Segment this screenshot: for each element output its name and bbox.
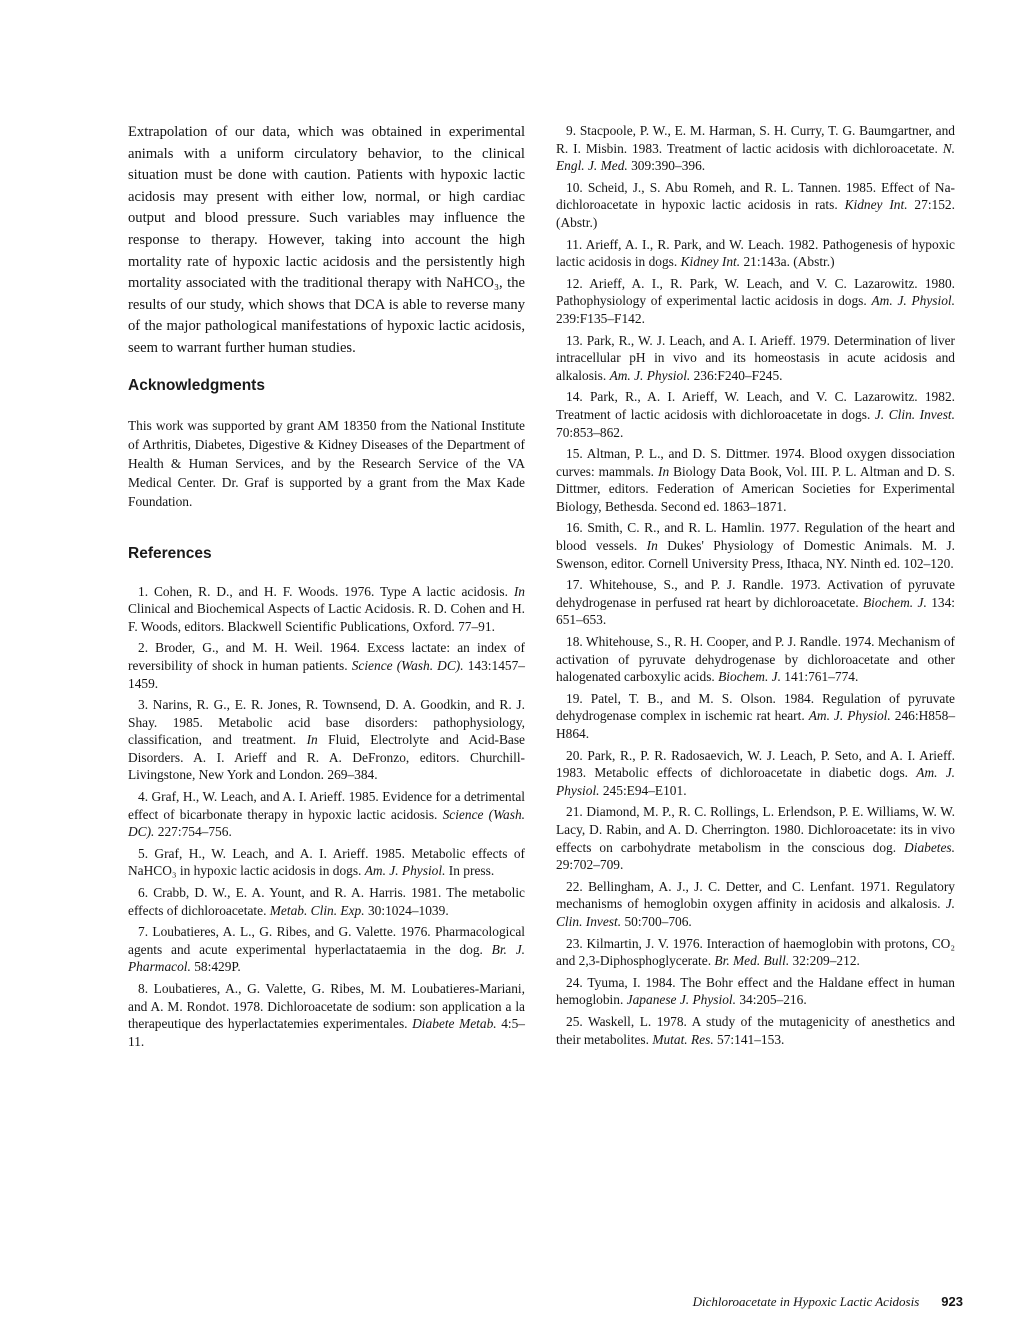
left-column: [128, 122, 525, 1054]
reference-item: 12. Arieff, A. I., R. Park, W. Leach, and V. C. Lazarowitz. 1980. Pathophysiology of experimental lactic acidosis in dogs. Am. J. Physiol. 239:F135–F142.: [556, 275, 955, 326]
running-footer: [0, 1294, 963, 1310]
reference-list-left: [128, 583, 525, 1051]
reference-item: 17. Whitehouse, S., and P. J. Randle. 1973. Activation of pyruvate dehydrogenase in perfused rat heart by dichloroacetate. Biochem. J. 134: 651–653.: [556, 577, 956, 628]
reference-item: 22. Bellingham, A. J., J. C. Detter, and C. Lenfant. 1971. Regulatory mechanisms of hemoglobin oxygen affinity in acidosis and alkalosis. J. Clin. Invest. 50:700–706.: [556, 878, 955, 929]
reference-item: 6. Crabb, D. W., E. A. Yount, and R. A. Harris. 1981. The metabolic effects of dichloroacetate. Metab. Clin. Exp. 30:1024–1039.: [128, 885, 525, 918]
reference-item: 21. Diamond, M. P., R. C. Rollings, L. Erlendson, P. E. Williams, W. W. Lacy, D. Rabin, and A. D. Cherrington. 1980. Dichloroacetate: its in vivo effects on carbohydrate metabolism in the conscious dog. Diabetes. 29:702–709.: [556, 804, 955, 873]
page-number: 923: [941, 1294, 963, 1309]
reference-item: 8. Loubatieres, A., G. Valette, G. Ribes, M. M. Loubatieres-Mariani, and A. M. Rondot. 1978. Dichloroacetate de sodium: son application a la therapeutique des hyperlactatemies experimentales. Diabete Metab. 4:5–11.: [128, 981, 525, 1049]
right-column: [556, 122, 955, 1052]
reference-item: 5. Graf, H., W. Leach, and A. I. Arieff. 1985. Metabolic effects of NaHCO₃ in hypoxic lactic acidosis in dogs. Am. J. Physiol. In press.: [128, 845, 525, 879]
reference-item: 20. Park, R., P. R. Radosaevich, W. J. Leach, P. Seto, and A. I. Arieff. 1983. Metabolic effects of dichloroacetate in diabetic dogs. Am. J. Physiol. 245:E94–E101.: [556, 747, 956, 798]
reference-item: 16. Smith, C. R., and R. L. Hamlin. 1977. Regulation of the heart and blood vessels. In Dukes' Physiology of Domestic Animals. M. J. Swenson, editor. Cornell University Press, Ithaca, NY. Ninth ed. 102–120.: [556, 520, 956, 571]
acknowledgments-text: This work was supported by grant AM 18350 from the National Institute of Arthritis, Diabetes, Digestive & Kidney Diseases of the Department of Health & Human Services, and by the Research Service of the VA Medical Center. Dr. Graf is supported by a grant from the Max Kade Foundation.: [128, 417, 525, 509]
reference-list-right: [556, 122, 955, 1048]
reference-item: 19. Patel, T. B., and M. S. Olson. 1984. Regulation of pyruvate dehydrogenase complex in ischemic rat heart. Am. J. Physiol. 246:H858–H864.: [556, 690, 956, 741]
body-paragraph: Extrapolation of our data, which was obtained in experimental animals with a uniform circulatory behavior, to the clinical situation must be done with caution. Patients with hypoxic lactic acidosis may present with either low, normal, or high cardiac output and blood pressure. Such variables may influence the response to therapy. However, taking into account the high mortality rate of hypoxic lactic acidosis and the persistently high mortality associated with the traditional therapy with NaHCO₃, the results of our study, which shows that DCA is able to reverse many of the major pathological manifestations of hypoxic lactic acidosis, seem to warrant further human studies.: [128, 124, 525, 356]
reference-item: 7. Loubatieres, A. L., G. Ribes, and G. Valette. 1976. Pharmacological agents and acute experimental hyperlactataemia in the dog. Br. J. Pharmacol. 58:429P.: [128, 924, 525, 975]
reference-item: 11. Arieff, A. I., R. Park, and W. Leach. 1982. Pathogenesis of hypoxic lactic acidosis in dogs. Kidney Int. 21:143a. (Abstr.): [556, 236, 955, 270]
reference-item: 1. Cohen, R. D., and H. F. Woods. 1976. Type A lactic acidosis. In Clinical and Biochemical Aspects of Lactic Acidosis. R. D. Cohen and H. F. Woods, editors. Blackwell Scientific Publications, Oxford. 77–91.: [128, 583, 525, 634]
reference-item: 4. Graf, H., W. Leach, and A. I. Arieff. 1985. Evidence for a detrimental effect of bicarbonate therapy in hypoxic lactic acidosis. Science (Wash. DC). 227:754–756.: [128, 789, 525, 840]
reference-item: 23. Kilmartin, J. V. 1976. Interaction of haemoglobin with protons, CO₂ and 2,3-Diphosphoglycerate. Br. Med. Bull. 32:209–212.: [556, 935, 955, 969]
reference-item: 2. Broder, G., and M. H. Weil. 1964. Excess lactate: an index of reversibility of shock in human patients. Science (Wash. DC). 143:1457–1459.: [128, 640, 525, 691]
reference-item: 3. Narins, R. G., E. R. Jones, R. Townsend, D. A. Goodkin, and R. J. Shay. 1985. Metabolic acid base disorders: pathophysiology, classification, and treatment. In Fluid, Electrolyte and Acid-Base Disorders. A. I. Arieff and R. A. DeFronzo, editors. Churchill-Livingstone, New York and London. 269–384.: [128, 697, 525, 783]
reference-item: 10. Scheid, J., S. Abu Romeh, and R. L. Tannen. 1985. Effect of Na-dichloroacetate in hypoxic lactic acidosis in rats. Kidney Int. 27:152. (Abstr.): [556, 179, 955, 230]
references-heading: References: [128, 544, 212, 562]
reference-item: 13. Park, R., W. J. Leach, and A. I. Arieff. 1979. Determination of liver intracellular pH in vivo and its homeostasis in acute acidosis and alkalosis. Am. J. Physiol. 236:F240–F245.: [556, 332, 955, 383]
running-title: Dichloroacetate in Hypoxic Lactic Acidosis: [692, 1294, 920, 1309]
reference-item: 9. Stacpoole, P. W., E. M. Harman, S. H. Curry, T. G. Baumgartner, and R. I. Misbin. 1983. Treatment of lactic acidosis with dichloroacetate. N. Engl. J. Med. 309:390–396.: [556, 123, 955, 174]
reference-item: 15. Altman, P. L., and D. S. Dittmer. 1974. Blood oxygen dissociation curves: mammals. In Biology Data Book, Vol. III. P. L. Altman and D. S. Dittmer, editors. Federation of American Societies for Experimental Biology, Bethesda. Second ed. 1863–1871.: [556, 446, 955, 514]
reference-item: 18. Whitehouse, S., R. H. Cooper, and P. J. Randle. 1974. Mechanism of activation of pyruvate dehydrogenase by dichloroacetate and other halogenated carboxylic acids. Biochem. J. 141:761–774.: [556, 634, 955, 685]
reference-item: 25. Waskell, L. 1978. A study of the mutagenicity of anesthetics and their metabolites. Mutat. Res. 57:141–153.: [556, 1013, 955, 1047]
reference-item: 24. Tyuma, I. 1984. The Bohr effect and the Haldane effect in human hemoglobin. Japanese J. Physiol. 34:205–216.: [556, 974, 955, 1008]
reference-item: 14. Park, R., A. I. Arieff, W. Leach, and V. C. Lazarowitz. 1982. Treatment of lactic acidosis with dichloroacetate in dogs. J. Clin. Invest. 70:853–862.: [556, 389, 955, 440]
acknowledgments-heading: Acknowledgments: [128, 376, 265, 394]
